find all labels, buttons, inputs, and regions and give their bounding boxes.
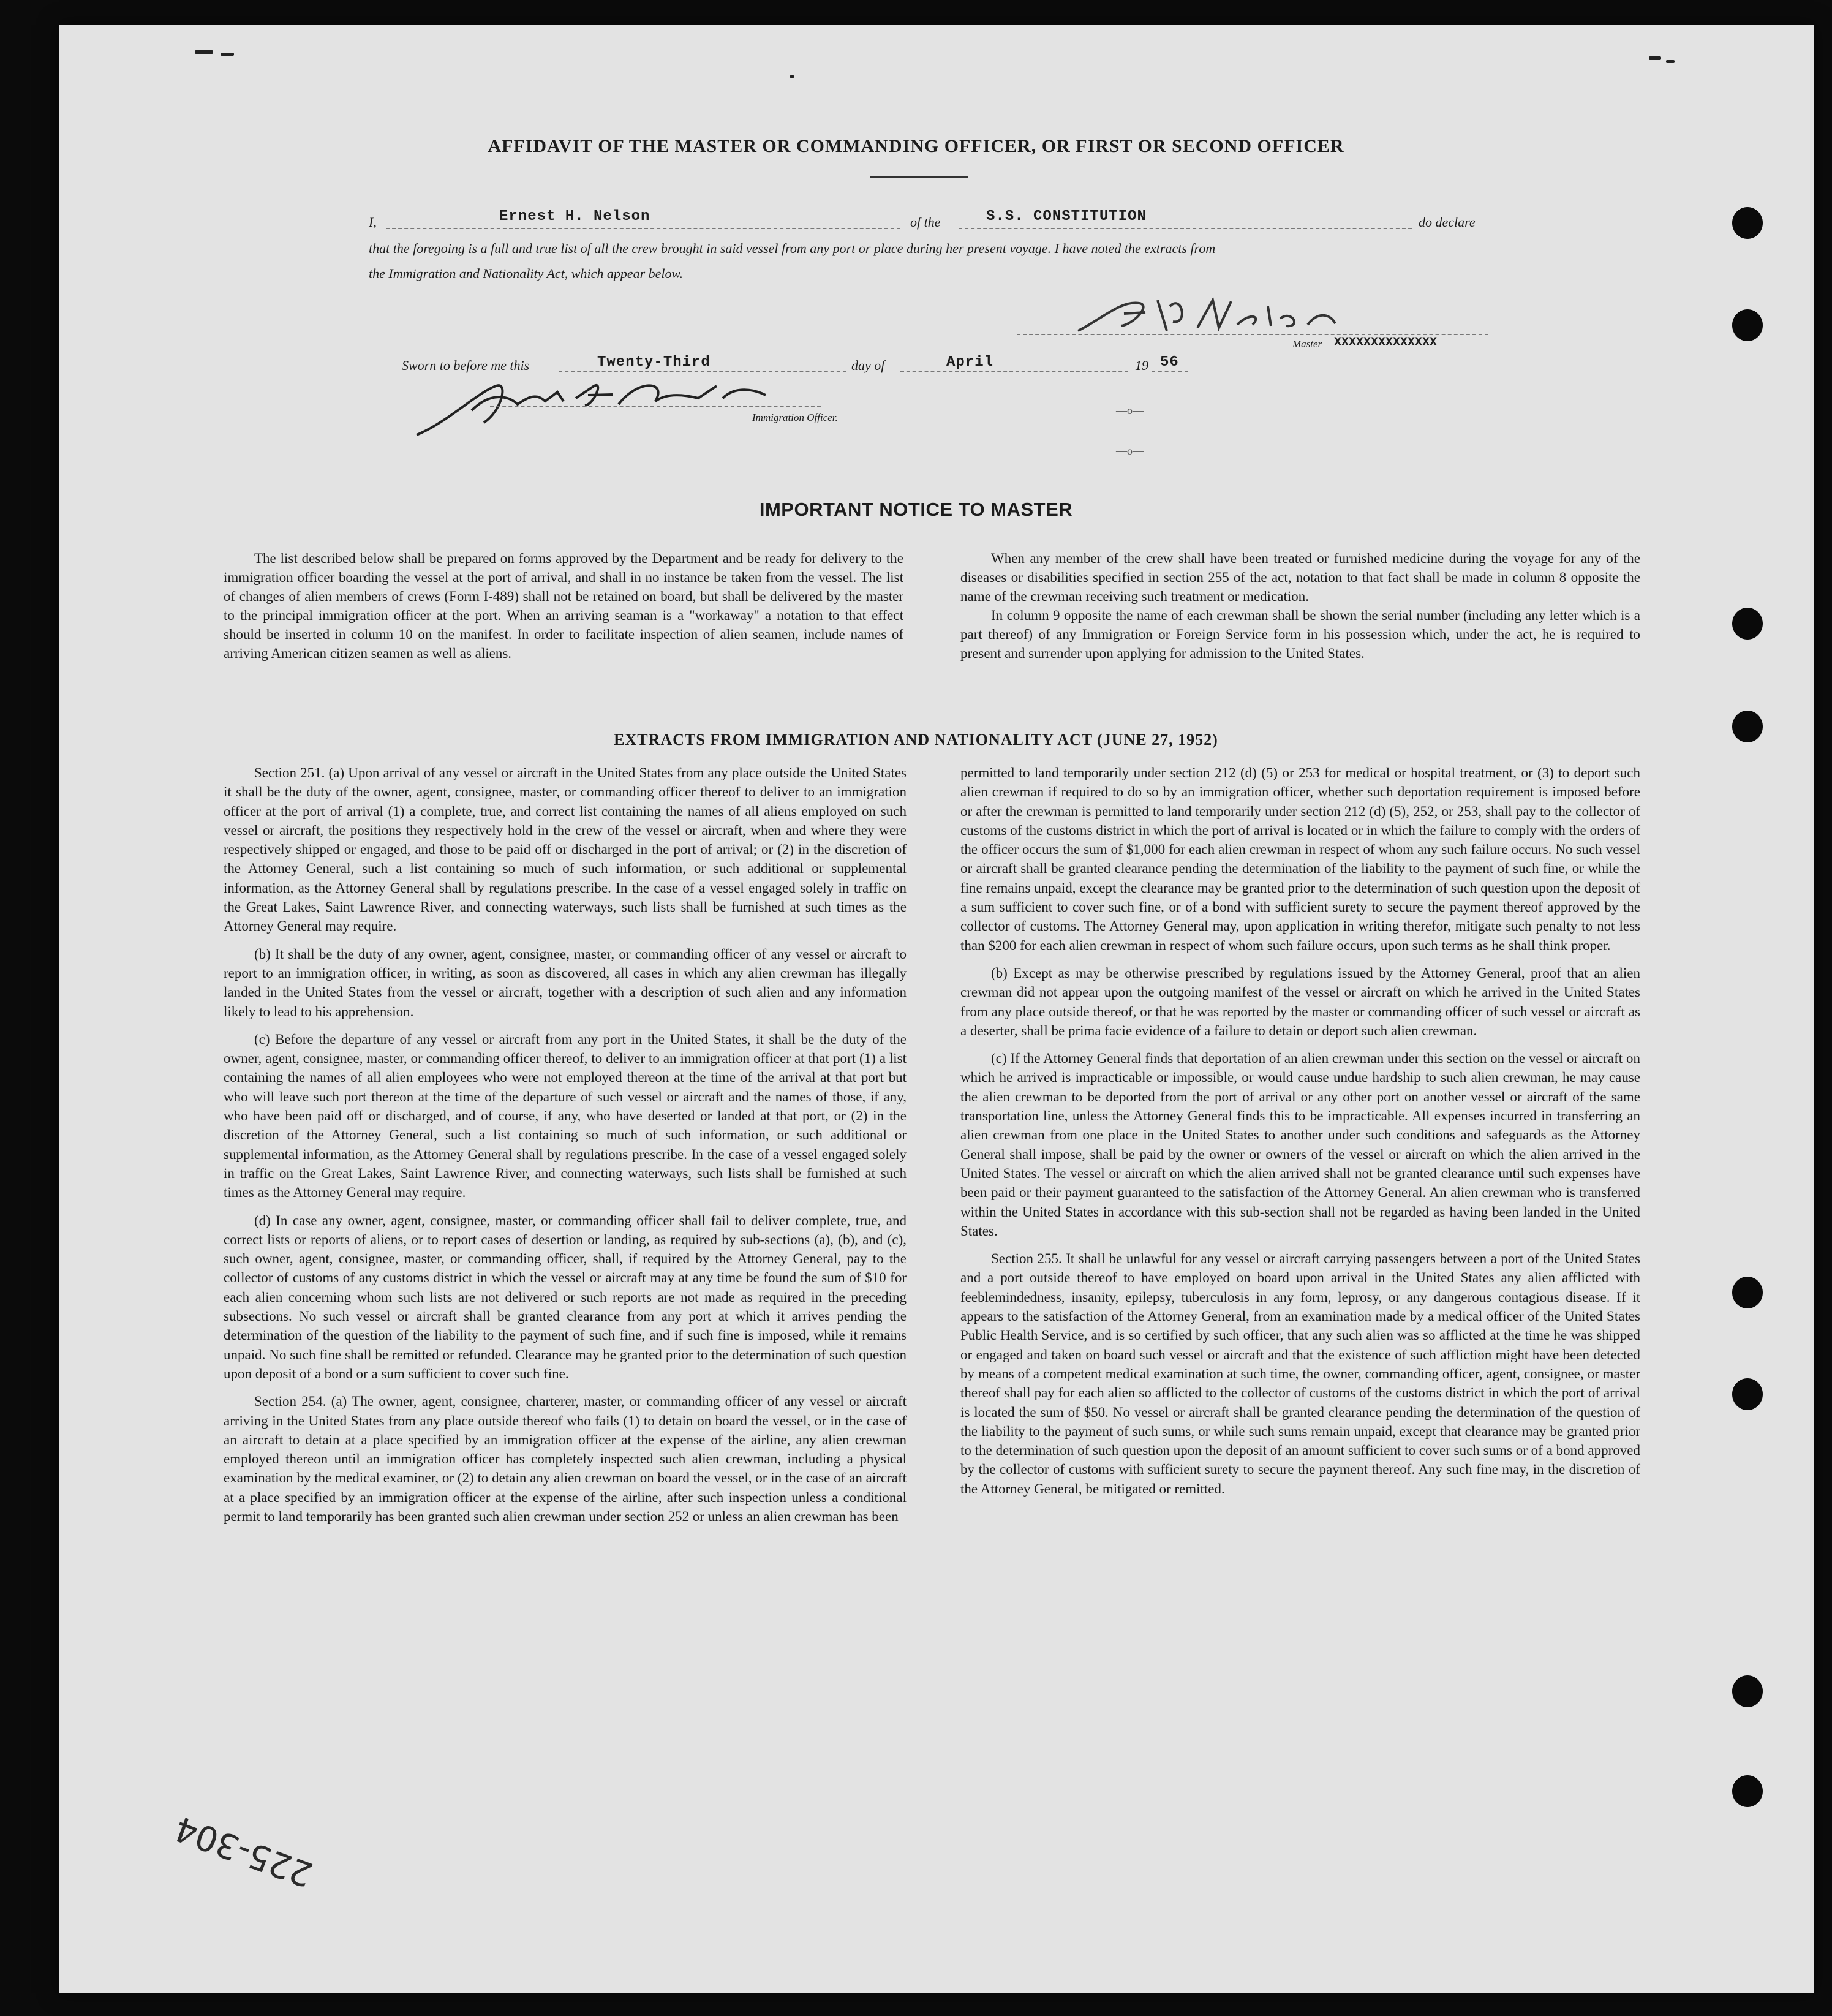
i-label: I, (369, 214, 377, 230)
notice-title: IMPORTANT NOTICE TO MASTER (759, 499, 1073, 520)
section-254b: (b) Except as may be otherwise prescribed by regulations issued by the Attorney General, proof that an alien crewman did not appear upon the outgoing manifest of the vessel or aircraft on which he arrived in the United States from any place outside thereof, or that he was reported by the master or commanding officer of such vessel or aircraft as a deserter, shall be prima facie evidence of a failure to detain or deport such alien crewman. (960, 965, 1640, 1038)
master-name: Ernest H. Nelson (499, 208, 650, 225)
year-prefix: 19 (1135, 358, 1148, 373)
statement-line-1: that the foregoing is a full and true list of all the crew brought in said vessel from any port or place during her present voyage. I have noted the extracts from (369, 241, 1216, 256)
vessel-line (959, 228, 1412, 229)
speck (221, 53, 234, 56)
speck (1649, 56, 1661, 60)
officer-signature (410, 368, 778, 441)
punch-hole (1732, 1277, 1763, 1308)
notice-right (960, 549, 1640, 663)
master-label: Master (1292, 338, 1322, 350)
statement-line-2: the Immigration and Nationality Act, which appear below. (369, 266, 684, 281)
speck (790, 75, 794, 78)
month-line (900, 371, 1128, 372)
handwritten-note-text: 225-304 (169, 1808, 318, 1895)
year-line (1152, 371, 1188, 372)
do-declare-label: do declare (1419, 214, 1476, 230)
section-251b: (b) It shall be the duty of any owner, agent, consignee, master, or commanding officer of any vessel or aircraft to report to an immigration officer, in writing, as soon as discovered, all cases in which any alien crewman has illegally landed in the United States from the vessel or aircraft, together with a description of such alien and any information likely to lead to his apprehension. (224, 946, 907, 1019)
sworn-month: April (946, 354, 994, 371)
vessel-name: S.S. CONSTITUTION (986, 208, 1147, 225)
punch-hole (1732, 207, 1763, 239)
punch-hole (1732, 608, 1763, 640)
section-251a: Section 251. (a) Upon arrival of any vessel or aircraft in the United States from any place outside the United States it shall be the duty of the owner, agent, consignee, master, or commanding officer thereof to deliver to an immigration officer at the port of arrival (1) a complete, true, and correct list containing the names of all aliens employed on such vessel or aircraft, the positions they respectively hold in the crew of the vessel or aircraft, when and where they were respectively shipped or engaged, and those to be paid off or discharged in the port of arrival; or (2) in the discretion of the Attorney General, such a list containing so much of such information, or such additional or supplemental information, as the Attorney General shall by regulations prescribe. In the case of a vessel engaged solely in traffic on the Great Lakes, Saint Lawrence River, and connecting waterways, such lists shall be furnished at such times as the Attorney General may require. (224, 765, 907, 934)
affidavit-title: AFFIDAVIT OF THE MASTER OR COMMANDING OFFICER, OR FIRST OR SECOND OFFICER (488, 136, 1344, 156)
officer-label: Immigration Officer. (752, 412, 838, 423)
extracts-right-column (960, 763, 1640, 1507)
punch-hole (1732, 309, 1763, 341)
title-rule (870, 176, 968, 178)
day-of-label: day of (851, 358, 885, 373)
notice-left (224, 549, 903, 663)
extracts-title: EXTRACTS FROM IMMIGRATION AND NATIONALITY ACT (JUNE 27, 1952) (614, 731, 1218, 749)
officer-signature-line (490, 406, 821, 407)
of-the-label: of the (910, 214, 941, 230)
section-254a-cont: permitted to land temporarily under section 212 (d) (5) or 253 for medical or hospital treatment, or (3) to deport such alien crewman if required to do so by an immigration officer, whether such deportation requirement is imposed before or after the crewman is permitted to land temporarily under section 212 (d) (5), 252, or 253, shall pay to the collector of customs of the customs district in which the port of arrival is located or in which the failure to comply with the orders of the officer occurs the sum of $1,000 for each alien crewman in respect of whom any such failure occurs. No such vessel or aircraft shall be granted clearance pending the determination of the liability to the payment of such fine, or while the fine remains unpaid, except the clearance may be granted prior to the determination of such question upon the deposit of a sum sufficient to cover such fine, or of a bond with sufficient surety to secure the payment thereof approved by the collector of customs. The Attorney General may, upon application in writing therefor, mitigate such penalty to not less than $200 for each alien crewman in respect of whom such failure occurs, upon such terms as he shall think proper. (960, 765, 1640, 953)
speck (195, 50, 213, 54)
notice-left-paragraph: The list described below shall be prepared on forms approved by the Department and be ready for delivery to the immigration officer boarding the vessel at the port of arrival, and shall in no instance be taken from the vessel. The list of changes of alien members of crews (Form I-489) shall not be retained on board, but shall be delivered by the master to the principal immigration officer at the port. When an arriving seaman is a "workaway" a notation to that effect should be inserted in column 10 on the manifest. In order to facilitate inspection of alien seamen, include names of arriving American citizen seamen as well as aliens. (224, 551, 903, 661)
section-255: Section 255. It shall be unlawful for any vessel or aircraft carrying passengers between a port of the United States and a port outside thereof to have employed on board upon arrival in the United States any alien afflicted with feeblemindedness, insanity, epilepsy, tuberculosis in any form, leprosy, or any dangerous contagious disease. If it appears to the satisfaction of the Attorney General, from an examination made by a medical officer of the United States Public Health Service, and is so certified by such officer, that any such alien was so afflicted at the time he was shipped or engaged and taken on board such vessel or aircraft and that the existence of such affliction might have been detected by means of a competent medical examination at such time, the owner, commanding officer, agent, consignee, or master thereof shall pay for each alien so afflicted to the collector of customs of the customs district in which the port of arrival is located the sum of $50. No vessel or aircraft shall be granted clearance pending the determination of the question of the liability to the payment of such sums, or while such sums remain unpaid, except that clearance may be granted prior to the determination of such question upon the deposit of an amount sufficient to cover such sums or of a bond approved by the collector of customs with sufficient surety to secure the payment thereof. Any such fine may, in the discretion of the Attorney General, be mitigated or remitted. (960, 1251, 1640, 1497)
section-251d: (d) In case any owner, agent, consignee, master, or commanding officer shall fail to deliver complete, true, and correct lists or reports of aliens, or to report cases of desertion or landing, as required by sub-sections (a), (b), and (c), such owner, agent, consignee, master, or commanding officer, shall, if required by the Attorney General, pay to the collector of customs of any customs district in which the vessel or aircraft may at any time be found the sum of $10 for each alien concerning whom such lists are not delivered or such reports are not made as required in the preceding subsections. No such vessel or aircraft shall be granted clearance from any port at which it arrives pending the determination of the question of the liability to the payment of such fine, and if such fine is imposed, while it remains unpaid. No such fine shall be remitted or refunded. Clearance may be granted prior to the determination of such question upon deposit of a bond or a sum sufficient to cover such fine. (224, 1212, 907, 1381)
punch-hole (1732, 1775, 1763, 1807)
separator-mark: —o— (1116, 445, 1144, 457)
name-line (386, 228, 900, 229)
section-254c: (c) If the Attorney General finds that deportation of an alien crewman under this section on the vessel or aircraft on which he arrived is impracticable or impossible, or would cause undue hardship to such alien crewman, he may cause the alien crewman to be deported from the port of arrival or any other port on another vessel or aircraft of the same transportation line, unless the Attorney General finds this to be impracticable. All expenses incurred in transferring an alien crewman from one place in the United States to another under such conditions and safeguards as the Attorney General shall impose, shall be paid by the owner or owners of the vessel or aircraft on which the alien arrived in the United States. The vessel or aircraft on which the alien arrived shall not be granted clearance until such expenses have been paid or their payment guaranteed to the satisfaction of the Attorney General. An alien crewman who is transferred within the United States in accordance with this sub-section shall not be regarded as having been landed in the United States. (960, 1051, 1640, 1239)
separator-mark: —o— (1116, 404, 1144, 417)
sworn-label: Sworn to before me this (402, 358, 530, 373)
section-254a: Section 254. (a) The owner, agent, consignee, charterer, master, or commanding officer of any vessel or aircraft arriving in the United States from any place outside thereof who fails (1) to detain on board the vessel, or in the case of an aircraft to detain at a place specified by an immigration officer at the expense of the airline, any alien crewman employed thereon until an immigration officer has completely inspected such alien crewman, including a physical examination by the medical examiner, or (2) to detain any alien crewman on board the vessel, or in the case of an aircraft at a place specified by an immigration officer at the expense of the airline, after such inspection unless a conditional permit to land temporarily has been granted such alien crewman under section 252 or unless an alien crewman has been (224, 1394, 907, 1524)
sworn-day: Twenty-Third (597, 354, 711, 371)
notice-right-paragraph-1: When any member of the crew shall have been treated or furnished medicine during the voyage for any of the diseases or disabilities specified in section 255 of the act, notation to that fact shall be made in column 8 opposite the name of the crewman receiving such treatment or medication. (960, 551, 1640, 604)
master-struck-title: XXXXXXXXXXXXXX (1334, 336, 1438, 350)
master-signature-line (1017, 334, 1488, 335)
speck (1666, 60, 1675, 63)
year-suffix: 56 (1160, 354, 1179, 371)
punch-hole (1732, 1378, 1763, 1410)
extracts-left-column (224, 763, 907, 1535)
notice-right-paragraph-2: In column 9 opposite the name of each crewman shall be shown the serial number (including any letter which is a part thereof) of any Immigration or Foreign Service form in his possession which, under the act, he is required to present and surrender upon applying for admission to the United States. (960, 608, 1640, 661)
punch-hole (1732, 1675, 1763, 1707)
section-251c: (c) Before the departure of any vessel or aircraft from any port in the United States, it shall be the duty of the owner, agent, consignee, master, or commanding officer thereof, to deliver to an immigration officer at that port (1) a list containing the names of all alien employees who were not employed thereon at the time of the arrival at that port but who will leave such port thereon at the time of the departure of such vessel or aircraft and the names of those, if any, who have been paid off or discharged, and of course, if any, who have deserted or landed at that port, or (2) in the discretion of the Attorney General, such a list containing so much of such information, or such additional or supplemental information, as the Attorney General shall by regulations prescribe. In the case of a vessel engaged solely in traffic on the Great Lakes, Saint Lawrence River, and connecting waterways, such lists shall be furnished at such times as the Attorney General may require. (224, 1031, 907, 1201)
